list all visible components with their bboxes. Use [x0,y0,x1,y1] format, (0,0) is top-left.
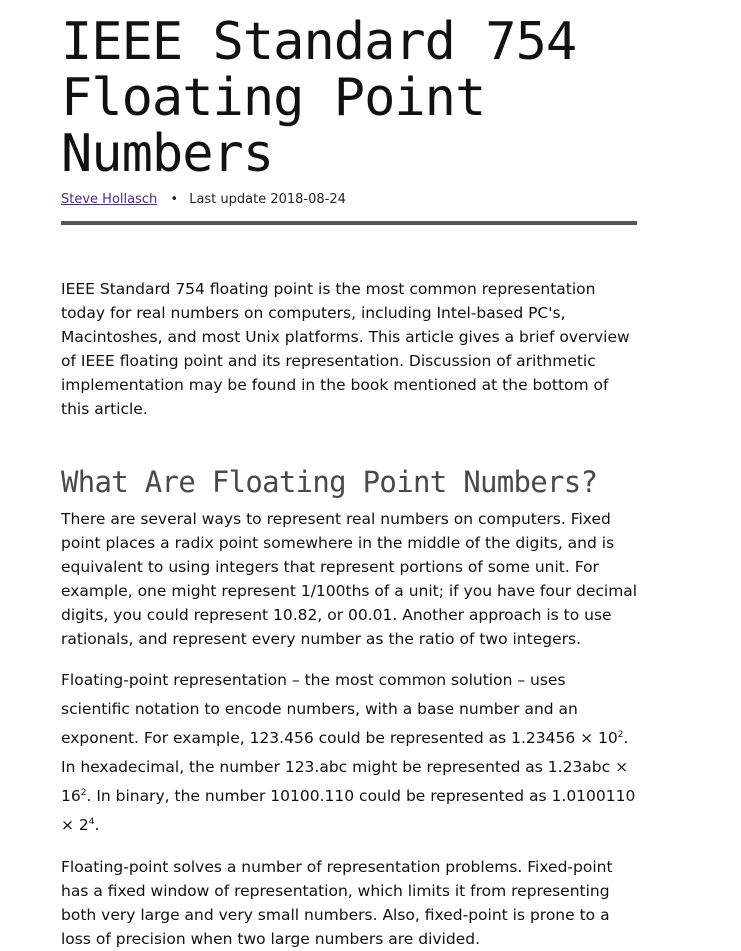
exponent-2: 2 [80,788,87,798]
article-meta [61,191,741,209]
floating-point-text-3: . In binary, the number 10100.110 could be represented as 1.0100110 × 2 [61,787,636,834]
last-update-text: Last update 2018-08-24 [189,192,346,207]
exponent-3: 4 [88,817,95,827]
header-divider [61,221,637,225]
author-link[interactable]: Steve Hollasch [61,192,158,207]
floating-point-text-1: Floating-point representation – the most common solution – uses scientific notation to encode numbers, with a base number and an exponent. For example, 123.456 could be represented as 1.23456 × 10 [61,671,618,747]
fixed-point-paragraph: There are several ways to represent real numbers on computers. Fixed point places a radix point somewhere in the middle of the digits, and is equivalent to using integers that represent portions of some unit. For example, one might represent 1/100ths of a unit; if you have four decimal digits, you could represent 10.82, or 00.01. Another approach is to use rationals, and represent every number as the ratio of two integers. [61,510,638,648]
floating-point-paragraph [61,666,639,840]
representation-problems-paragraph: Floating-point solves a number of representation problems. Fixed-point has a fixed window of representation, which limits it from representing both very large and very small numbers. Also, fixed-point is prone to a loss of precision when two large numbers are divided. [61,858,613,948]
exponent-1: 2 [617,730,624,740]
page-title: IEEE Standard 754 Floating Point Numbers [61,12,577,184]
meta-separator: • [170,192,179,207]
intro-paragraph: IEEE Standard 754 floating point is the most common representation today for real numbers on computers, including Intel-based PC's, Macintoshes, and most Unix platforms. This article gives a brief overview of IEEE floating point and its representation. Discussion of arithmetic implementation may be found in the book mentioned at the bottom of this article. [61,280,630,418]
floating-point-text-4: . [94,816,100,834]
section-title: What Are Floating Point Numbers? [61,465,598,499]
floating-point-text-2: . In hexadecimal, the number 123.abc might be represented as 1.23abc × 16 [61,729,629,805]
